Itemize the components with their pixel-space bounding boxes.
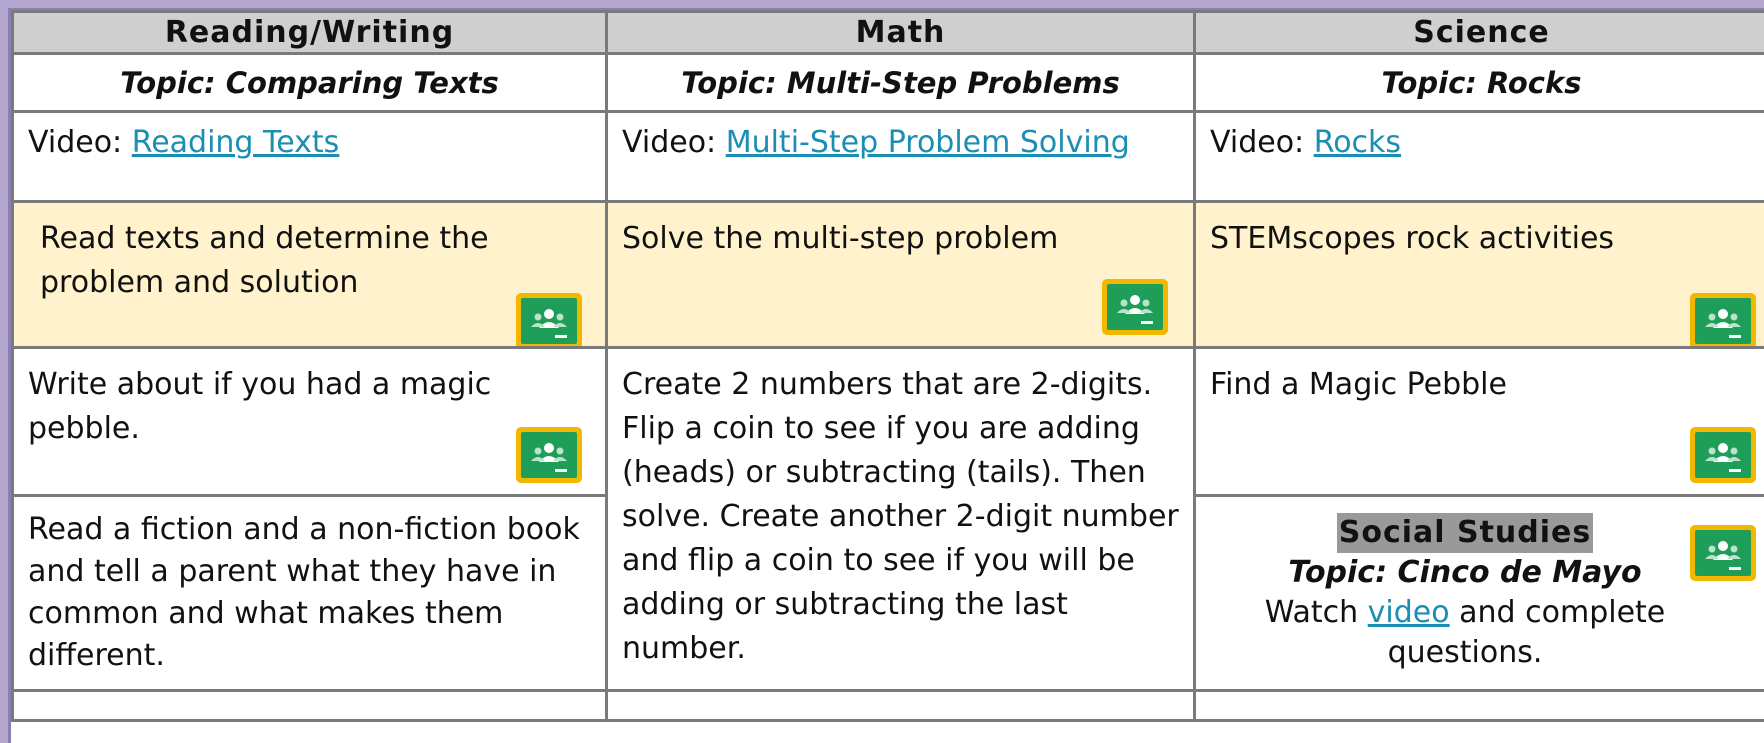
choice-board — [8, 8, 1764, 743]
activity-text: Find a Magic Pebble — [1210, 367, 1507, 402]
video-row — [13, 112, 1764, 202]
instruction-text: Watch — [1264, 595, 1368, 630]
activity-reading-fiction — [13, 496, 607, 691]
instruction-text: and complete questions. — [1387, 595, 1666, 670]
video-cell-science — [1195, 112, 1764, 202]
video-link-rocks[interactable]: Rocks — [1313, 125, 1402, 160]
google-classroom-icon[interactable] — [1690, 525, 1756, 581]
video-cell-reading — [13, 112, 607, 202]
activity-social-studies — [1195, 496, 1764, 691]
social-studies-instructions — [1230, 593, 1700, 673]
video-cell-math — [607, 112, 1195, 202]
empty-cell — [607, 691, 1195, 721]
google-classroom-icon[interactable] — [1102, 279, 1168, 335]
choice-board-table — [11, 10, 1764, 722]
social-studies-topic: Topic: Cinco de Mayo — [1288, 555, 1642, 590]
activity-reading-magic-pebble — [13, 348, 607, 496]
activity-text: Write about if you had a magic pebble. — [28, 367, 492, 446]
activity-row-1 — [13, 348, 1764, 496]
social-studies-block — [1230, 509, 1700, 673]
google-classroom-icon[interactable] — [1690, 427, 1756, 483]
google-classroom-icon[interactable] — [516, 427, 582, 483]
social-studies-title: Social Studies — [1337, 513, 1594, 553]
video-label: Video: — [622, 125, 726, 160]
header-science: Science — [1195, 12, 1764, 54]
task-cell-science — [1195, 202, 1764, 348]
google-classroom-icon[interactable] — [516, 293, 582, 348]
social-studies-video-link[interactable]: video — [1367, 595, 1450, 630]
header-math: Math — [607, 12, 1195, 54]
video-label: Video: — [28, 125, 132, 160]
video-link-reading-texts[interactable]: Reading Texts — [131, 125, 340, 160]
task-cell-reading — [13, 202, 607, 348]
activity-text: Read a fiction and a non-fiction book and tell a parent what they have in common and what makes them different. — [28, 512, 580, 673]
video-label: Video: — [1210, 125, 1314, 160]
task-cell-math — [607, 202, 1195, 348]
empty-cell — [1195, 691, 1764, 721]
topic-reading: Topic: Comparing Texts — [13, 54, 607, 112]
task-text: Read texts and determine the problem and solution — [40, 221, 489, 300]
activity-row-3 — [13, 691, 1764, 721]
activity-math-coin-flip — [607, 348, 1195, 691]
header-row — [13, 12, 1764, 54]
topic-math: Topic: Multi-Step Problems — [607, 54, 1195, 112]
topic-row — [13, 54, 1764, 112]
video-link-multi-step[interactable]: Multi-Step Problem Solving — [725, 125, 1130, 160]
task-row — [13, 202, 1764, 348]
topic-science: Topic: Rocks — [1195, 54, 1764, 112]
empty-cell — [13, 691, 607, 721]
task-text: Solve the multi-step problem — [622, 221, 1059, 256]
activity-text: Create 2 numbers that are 2-digits. Flip a coin to see if you are adding (heads) or subtracting (tails). Then solve. Create another 2-digit number and flip a coin to see if you will be adding or subtracting the last number. — [622, 367, 1179, 666]
task-text: STEMscopes rock activities — [1210, 221, 1615, 256]
header-reading-writing: Reading/Writing — [13, 12, 607, 54]
google-classroom-icon[interactable] — [1690, 293, 1756, 348]
activity-science-magic-pebble — [1195, 348, 1764, 496]
